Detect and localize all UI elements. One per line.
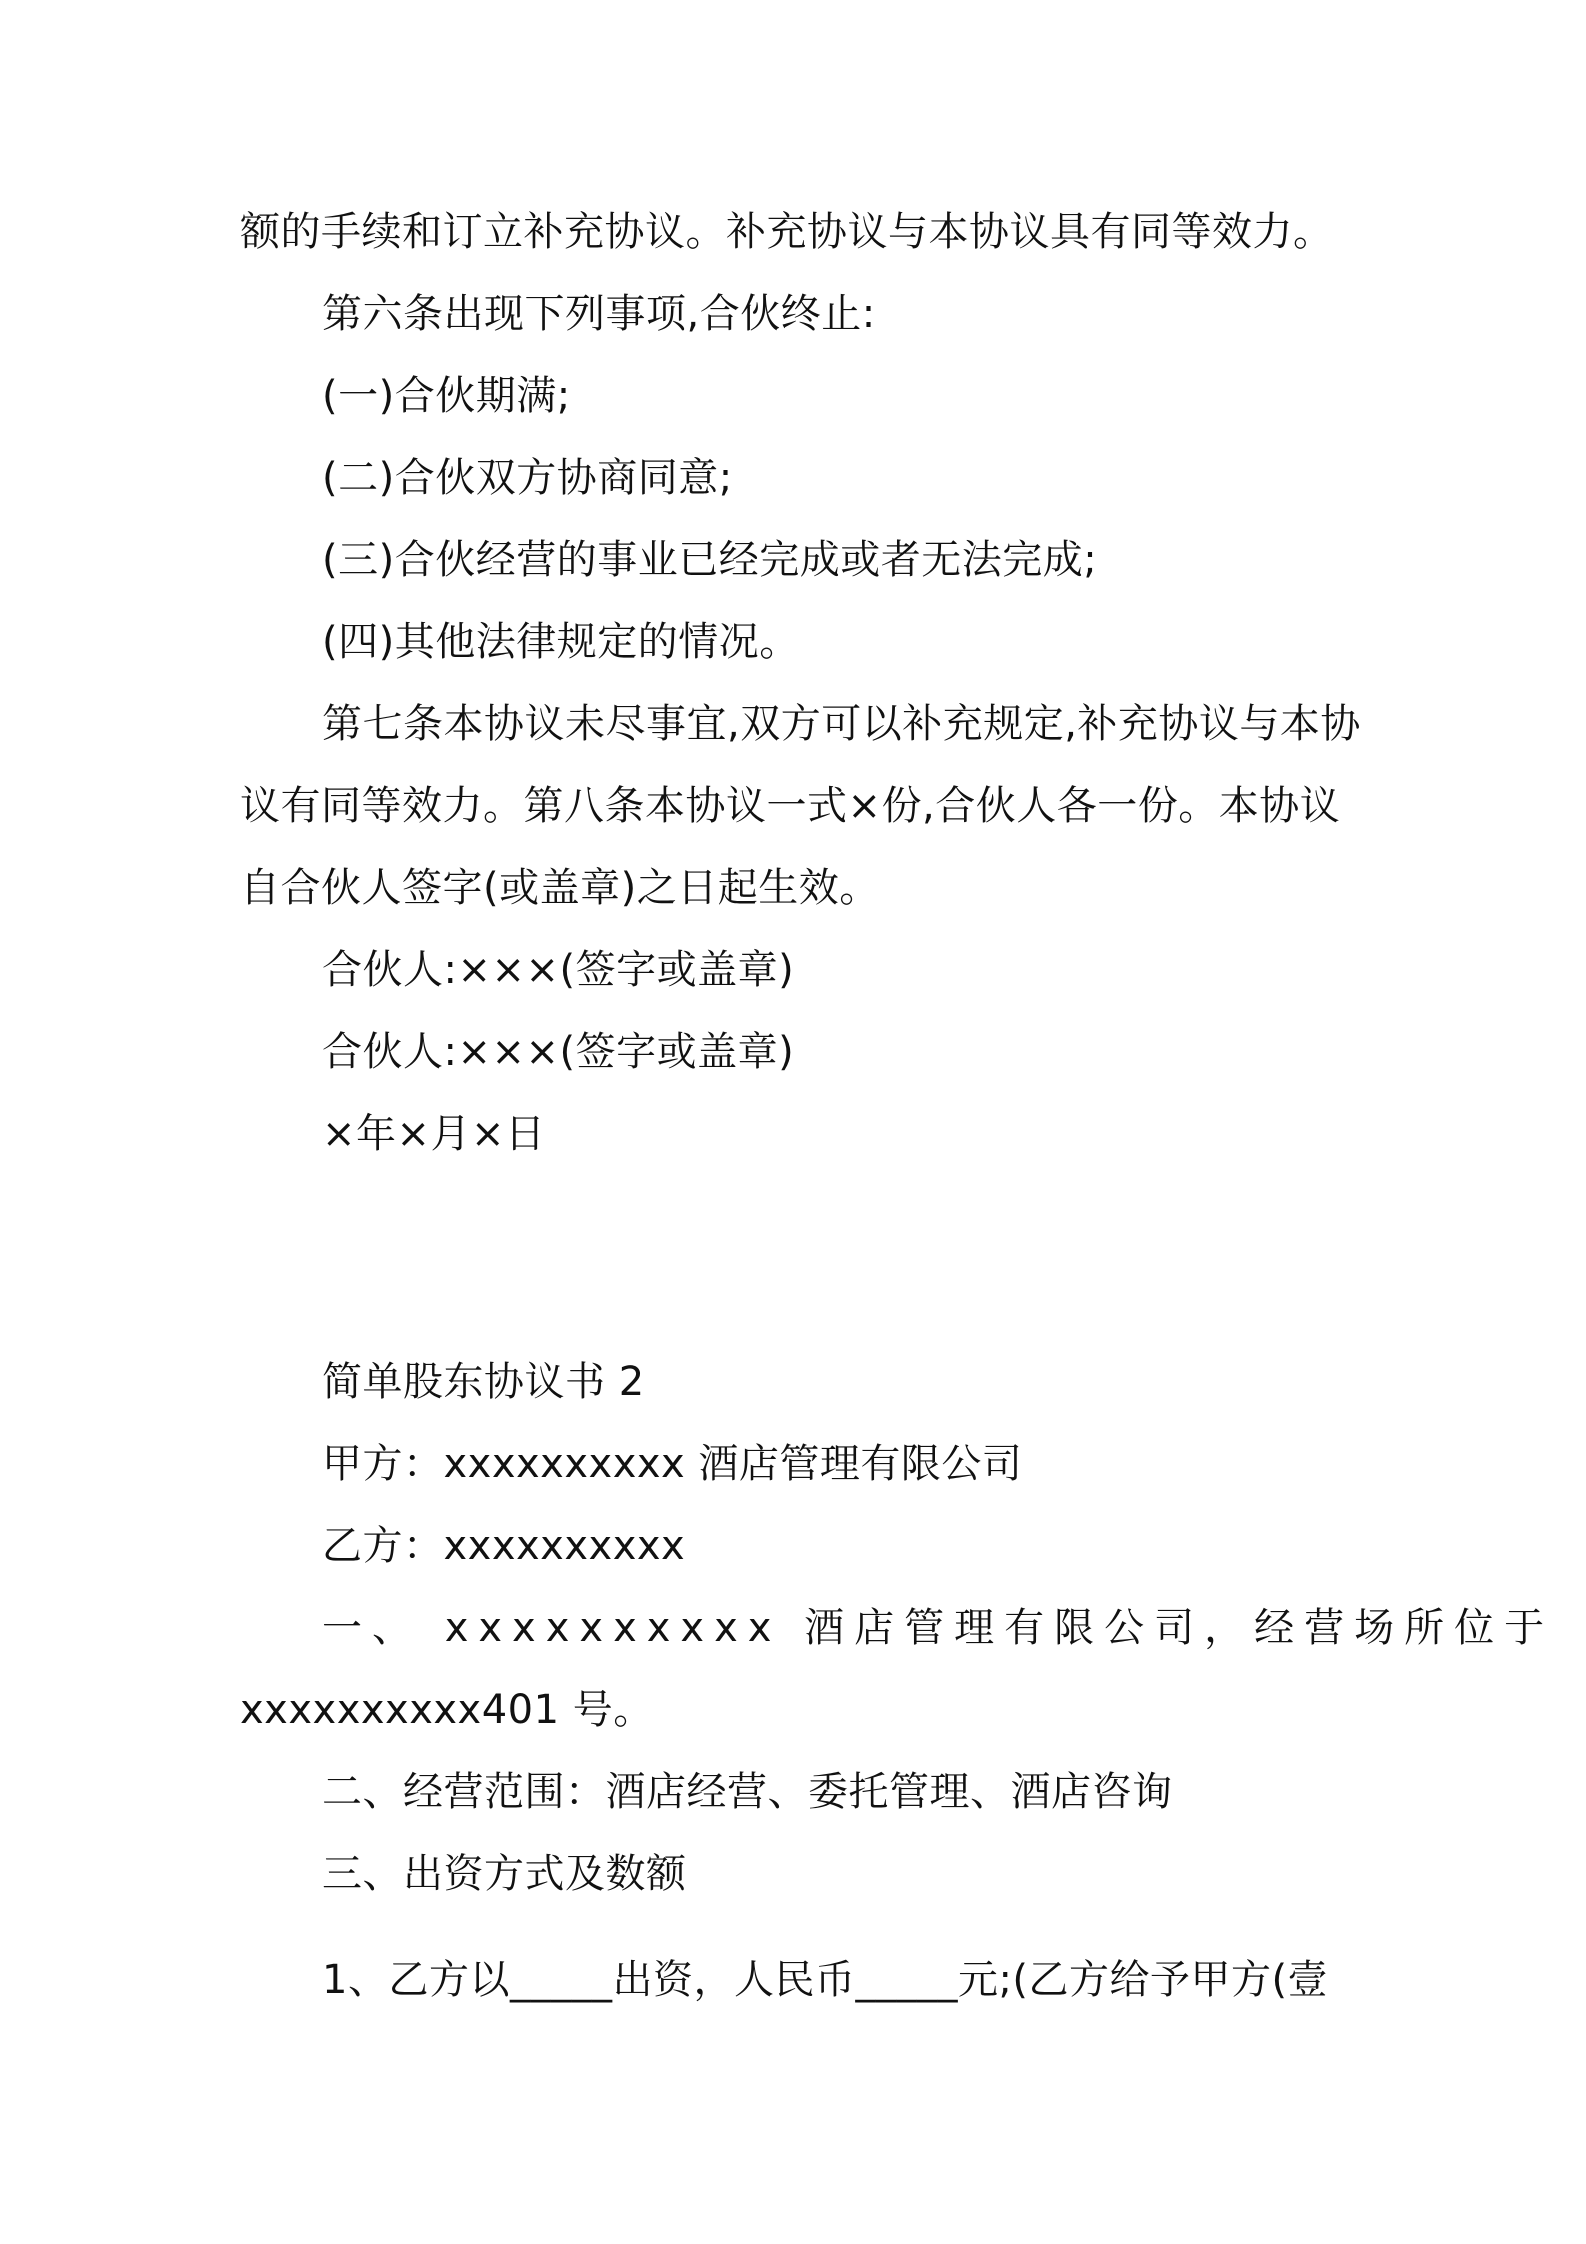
party-a-line: 甲方：xxxxxxxxxx 酒店管理有限公司 xyxy=(322,1441,1023,1487)
date-line: ×年×月×日 xyxy=(322,1111,546,1157)
party-b-line: 乙方：xxxxxxxxxx xyxy=(322,1523,686,1569)
list-item: (一)合伙期满; xyxy=(322,373,571,419)
article-seven-line: 第七条本协议未尽事宜,双方可以补充规定,补充协议与本协 xyxy=(322,701,1361,747)
clause-two-line: 二、经营范围：酒店经营、委托管理、酒店咨询 xyxy=(322,1769,1173,1815)
clause-three-item-one: 1、乙方以_____出资，人民币_____元;(乙方给予甲方(壹 xyxy=(322,1957,1329,2003)
list-item: (四)其他法律规定的情况。 xyxy=(322,619,800,665)
partner-signature-line: 合伙人:×××(签字或盖章) xyxy=(322,947,795,993)
clause-one-line: 一、 xxxxxxxxxx 酒店管理有限公司，经营场所位于 xyxy=(322,1605,1555,1651)
article-eight-line: 议有同等效力。第八条本协议一式×份,合伙人各一份。本协议 xyxy=(240,783,1341,829)
list-item: (二)合伙双方协商同意; xyxy=(322,455,733,501)
clause-three-heading: 三、出资方式及数额 xyxy=(322,1851,687,1897)
effective-clause-line: 自合伙人签字(或盖章)之日起生效。 xyxy=(240,865,880,911)
article-six-heading: 第六条出现下列事项,合伙终止: xyxy=(322,291,876,337)
partner-signature-line: 合伙人:×××(签字或盖章) xyxy=(322,1029,795,1075)
paragraph-line: 额的手续和订立补充协议。补充协议与本协议具有同等效力。 xyxy=(240,209,1334,255)
clause-one-continuation: xxxxxxxxxx401 号。 xyxy=(240,1687,654,1733)
agreement-title: 简单股东协议书 2 xyxy=(322,1359,645,1405)
list-item: (三)合伙经营的事业已经完成或者无法完成; xyxy=(322,537,1098,583)
